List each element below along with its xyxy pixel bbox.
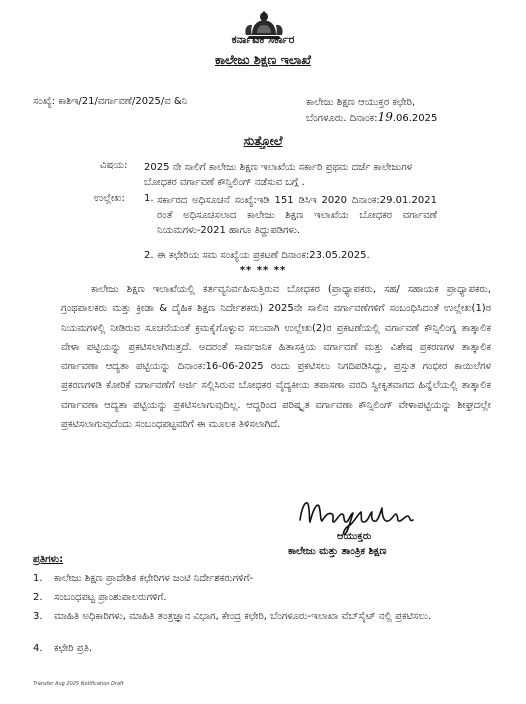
signatory-department: ಕಾಲೇಜು ಮತ್ತು ತಾಂತ್ರಿಕ ಶಿಕ್ಷಣ: [288, 546, 387, 557]
reference-1-text: ಸರ್ಕಾರದ ಅಧಿಸೂಚನೆ ಸಂಖ್ಯೆ:ಇಡಿ 151 ಡಿಸಿಇ 2020 ದಿನಾಂಕ:29.01.2021 ರಂತೆ ಅಧಿಸೂಚಿಸಲಾದ ಕಾಲೇಜು ಶಿಕ್ಷಣ ಇಲಾಖೆಯ ಬೋಧಕರ ವರ್ಗಾವಣೆ ನಿಯಮಗಳು-2021 ಹಾಗೂ ತಿದ್ದುಪಡಿಗಳು.: [157, 195, 437, 236]
copy-to-list: [33, 572, 493, 661]
list-item-text: ಕಾಲೇಜು ಶಿಕ್ಷಣ ಪ್ರಾದೇಶಿಕ ಕಛೇರಿಗಳ ಜಂಟಿ ನಿರ್ದೇಶಕರುಗಳಿಗೆ-: [54, 573, 253, 584]
handwritten-signature: [298, 492, 448, 538]
footer-note: Transfer Aug 2025 Notification Draft: [33, 681, 124, 687]
reference-2-text: ಈ ಕಛೇರಿಯ ಸಮ ಸಂಖ್ಯೆಯ ಪ್ರಕಟಣೆ ದಿನಾಂಕ:23.05.2025.: [157, 250, 370, 261]
reference-1-number: 1.: [144, 193, 154, 204]
list-item-number: 2.: [33, 592, 43, 603]
list-item-text: ಮಾಹಿತಿ ಅಧಿಕಾರಿಗಳು, ಮಾಹಿತಿ ತಂತ್ರಜ್ಞಾನ ವಿಭಾಗ, ಕೇಂದ್ರ ಕಛೇರಿ, ಬೆಂಗಳೂರು-ಇಲಾಖಾ ವೆಬ್‌ಸೈಟ್ ನಲ್ಲಿ ಪ್ರಕಟಿಸಲು.: [54, 611, 432, 622]
department-title: ಕಾಲೇಜು ಶಿಕ್ಷಣ ಇಲಾಖೆ: [214, 52, 312, 67]
signatory-title: ಆಯುಕ್ತರು: [337, 531, 372, 542]
list-item-text: ಸಂಬಂಧಪಟ್ಟ ಪ್ರಾಂಶುಪಾಲರುಗಳಿಗೆ.: [54, 592, 167, 603]
list-item: [33, 591, 493, 610]
list-item-number: 3.: [33, 611, 43, 622]
list-item-number: 1.: [33, 573, 43, 584]
references-label: ಉಲ್ಲೇಖ:: [94, 193, 125, 204]
copy-to-heading: ಪ್ರತಿಗಳು:: [33, 554, 64, 565]
circular-title: ಸುತ್ತೋಲೆ: [243, 133, 283, 148]
body-paragraph: [61, 280, 491, 434]
office-date-line: [306, 110, 437, 126]
list-item-number: 4.: [33, 643, 43, 654]
office-line-2: ಬೆಂಗಳೂರು. ದಿನಾಂಕ:: [306, 113, 378, 124]
handwritten-day: 19: [377, 110, 393, 124]
list-item: [33, 610, 493, 642]
body-text: ಕಾಲೇಜು ಶಿಕ್ಷಣ ಇಲಾಖೆಯಲ್ಲಿ ಕರ್ತವ್ಯನಿರ್ವಹಿಸುತ್ತಿರುವ ಬೋಧಕರ (ಪ್ರಾಧ್ಯಾಪಕರು, ಸಹ/ ಸಹಾಯಕ ಪ್ರಾಧ್ಯಾಪಕರು, ಗ್ರಂಥಪಾಲಕರು ಮತ್ತು ಕ್ರೀಡಾ & ದೈಹಿಕ ಶಿಕ್ಷಣ ನಿರ್ದೇಶಕರು) 2025ನೇ ಸಾಲಿನ ವರ್ಗಾವಣೆಗಳಿಗೆ ಸಂಬಂಧಿಸಿದಂತೆ ಉಲ್ಲೇಖ(1)ರ ನಿಯಮಗಳಲ್ಲಿ ನೀಡಿರುವ ಸೂಚನೆಯಂತೆ ಕ್ರಮಕೈಗೊಳ್ಳುವ ಸಲುವಾಗಿ ಉಲ್ಲೇಖ(2)ರ ಪ್ರಕಟಣೆಯಲ್ಲಿ ವರ್ಗಾವಣೆ ಕೌನ್ಸಿಲಿಂಗ್ನ ತಾತ್ಕಾಲಿಕ ವೇಳಾ ಪಟ್ಟಿಯನ್ನು ಪ್ರಕಟಿಸಲಾಗಿರುತ್ತದೆ. ಅದರಂತೆ ಸಾರ್ವಜನಿಕ ಹಿತಾಸಕ್ತಿಯ ವರ್ಗಾವಣೆ ಮತ್ತು ವಿಶೇಷ ಪ್ರಕರಣಗಳ ತಾತ್ಕಾಲಿಕ ವರ್ಗಾವಣಾ ಆದ್ಯತಾ ಪಟ್ಟಿಯನ್ನು ದಿನಾಂಕ:16-06-2025 ರಂದು ಪ್ರಕಟಿಸಲು ನಿಗದಿಪಡಿಸಿದ್ದು, ಪ್ರಸ್ತುತ ಗಂಭೀರ ಕಾಯಿಲೆಗಳ ಪ್ರಕರಣಗಳಡಿ ಕೋರಿಕೆ ವರ್ಗಾವಣೆಗೆ ಅರ್ಜಿ ಸಲ್ಲಿಸಿರುವ ಬೋಧಕರ ವೈದ್ಯಕೀಯ ತಪಾಸಣಾ ವರದಿ ಸ್ವೀಕೃತವಾಗದ ಹಿನ್ನೆಲೆಯಲ್ಲಿ ತಾತ್ಕಾಲಿಕ ವರ್ಗಾವಣಾ ಆದ್ಯತಾ ಪಟ್ಟಿಯನ್ನು ಪ್ರಕಟಿಸಲಾಗುವುದಿಲ್ಲ. ಆದ್ದರಿಂದ ಪರಿಷ್ಕೃತ ವರ್ಗಾವಣಾ ಕೌನ್ಸಿಲಿಂಗ್ ವೇಳಾಪಟ್ಟಿಯನ್ನು ಶೀಘ್ರದಲ್ಲೇ ಪ್ರಕಟಿಸಲಾಗುವುದೆಂದು ಸಂಬಂಧಪಟ್ಟವರಿಗೆ ಈ ಮೂಲಕ ತಿಳಿಸಲಾಗಿದೆ.: [61, 284, 491, 431]
date-rest: .06.2025: [392, 113, 438, 124]
list-item: [33, 572, 493, 591]
subject-text: 2025 ನೇ ಸಾಲಿಗೆ ಕಾಲೇಜು ಶಿಕ್ಷಣ ಇಲಾಖೆಯ ಸರ್ಕಾರಿ ಪ್ರಥಮ ದರ್ಜೆ ಕಾಲೇಜುಗಳ ಬೋಧಕರ ವರ್ಗಾವಣೆ ಕೌನ್ಸಿಲಿಂಗ್ ನಡೆಸುವ ಬಗ್ಗೆ .: [144, 162, 413, 188]
reference-number: ಸಂಖ್ಯೆ: ಕಾಶಿಇ/21/ವರ್ಗಾವಣೆ/2025/ವ &ನಿ: [33, 96, 188, 107]
subject-label: ವಿಷಯ:: [100, 160, 128, 171]
reference-2-number: 2.: [144, 250, 154, 261]
office-address: [306, 96, 437, 126]
government-title: ಕರ್ನಾಟಕ ಸರ್ಕಾರ: [231, 33, 295, 46]
list-item-text: ಕಛೇರಿ ಪ್ರತಿ.: [54, 643, 93, 654]
list-item: [33, 642, 493, 661]
office-line-1: ಕಾಲೇಜು ಶಿಕ್ಷಣ ಆಯುಕ್ತರ ಕಛೇರಿ,: [306, 97, 416, 108]
separator-stars: ** ** **: [239, 265, 287, 276]
